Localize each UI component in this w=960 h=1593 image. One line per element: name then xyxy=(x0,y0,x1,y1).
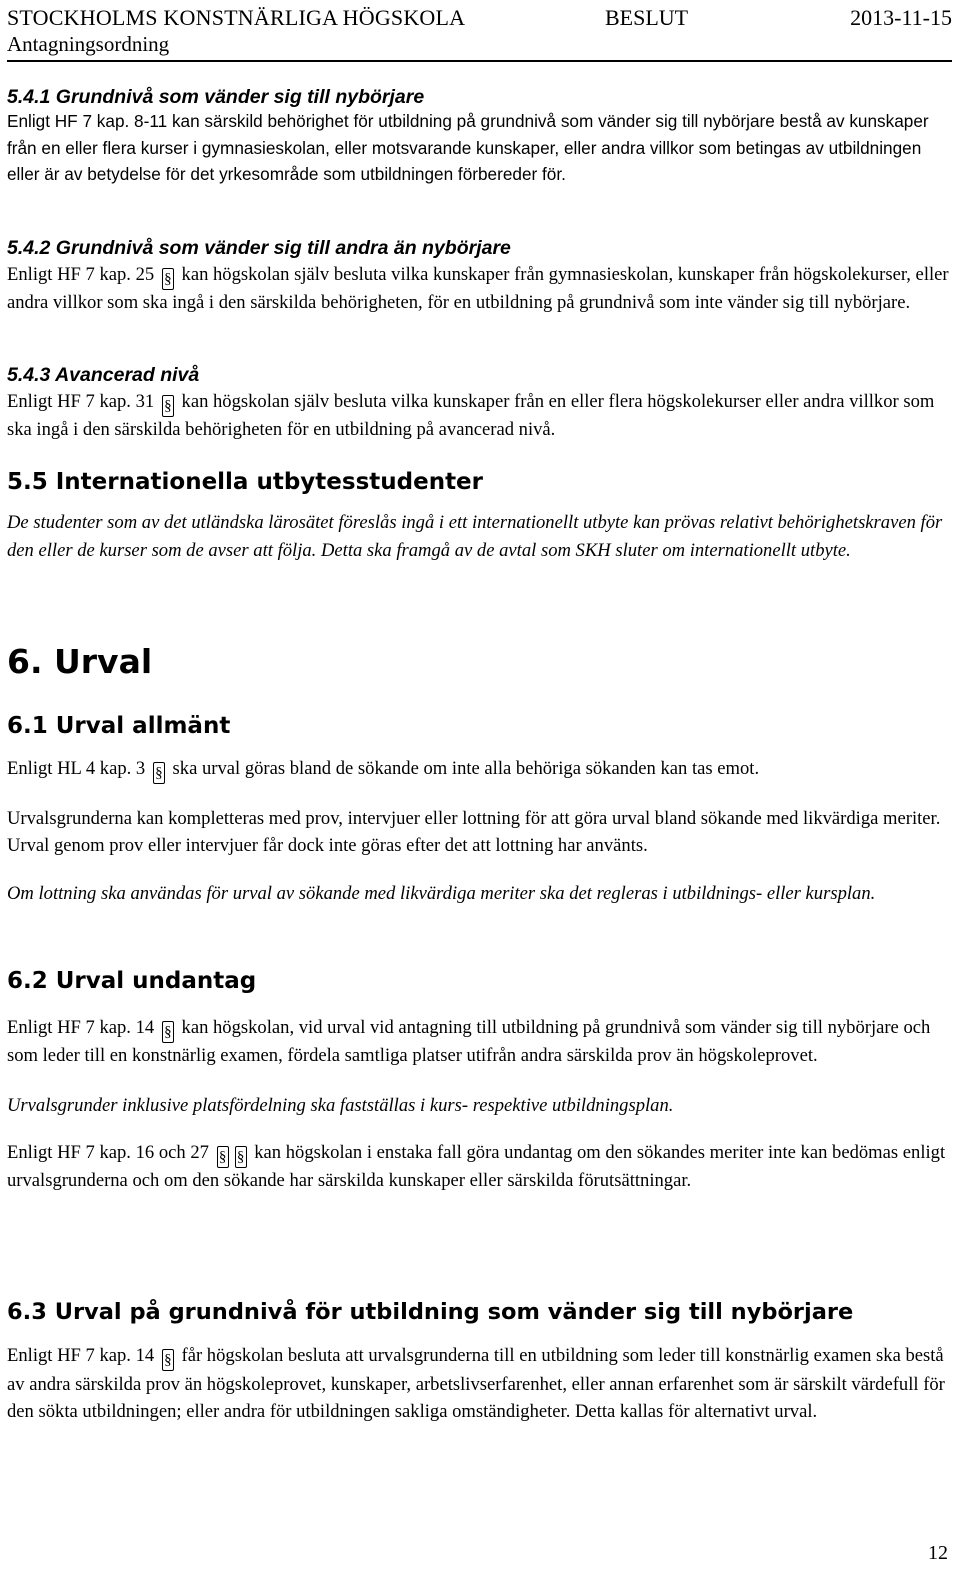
section-sign-icon: § xyxy=(162,1349,174,1371)
paragraph: Om lottning ska användas för urval av sökande med likvärdiga meriter ska det regleras i utbildnings- eller kursplan. xyxy=(7,883,876,904)
institution-name: STOCKHOLMS KONSTNÄRLIGA HÖGSKOLA xyxy=(7,5,466,30)
chapter-heading: 6. Urval xyxy=(7,642,153,681)
section-heading: 6.3 Urval på grundnivå för utbildning som vänder sig till nybörjare xyxy=(7,1299,854,1325)
section-sign-icon: § xyxy=(153,762,165,784)
section-6-2 xyxy=(7,964,952,1195)
section-heading: 6.1 Urval allmänt xyxy=(7,713,231,739)
section-sign-icon: § xyxy=(162,1021,174,1043)
section-6-1 xyxy=(7,709,952,907)
section-6 xyxy=(7,640,952,684)
section-sign-icon: § xyxy=(217,1146,229,1168)
section-sign-icon: § xyxy=(235,1146,247,1168)
section-heading: 5.4.3 Avancerad nivå xyxy=(7,364,200,386)
page-number: 12 xyxy=(928,1542,948,1564)
section-5-4-2 xyxy=(7,235,952,317)
paragraph: Urvalsgrunder inklusive platsfördelning ska fastställas i kurs- respektive utbildningsplan. xyxy=(7,1094,674,1116)
section-sign-icon: § xyxy=(162,268,174,290)
section-body: De studenter som av det utländska lärosätet föreslås ingå i ett internationellt utbyte kan prövas relativt behörighetskraven för den eller de kurser som de avser att följa. Detta ska framgå av de avtal som SKH sluter om internationellt utbyte. xyxy=(7,512,943,561)
section-body: Enligt HF 7 kap. 8-11 kan särskild behörighet för utbildning på grundnivå som vänder sig till nybörjare bestå av kunskaper från en eller flera kurser i gymnasieskolan, eller motsvarande kunskaper, eller andra villkor som betingas av utbildningen eller är av betydelse för det yrkesområde som utbildningen förbereder för. xyxy=(7,111,929,184)
paragraph: Enligt HF 7 kap. 14 § får högskolan besluta att urvalsgrunderna till en utbildning som leder till konstnärlig examen ska bestå av andra särskilda prov än högskoleprovet, kunskaper, arbetslivserfarenhet, eller annan erfarenhet som är särskilt värdefull för den sökta utbildningen; eller andra för utbildningen sakliga omständigheter. Detta kallas för alternativt urval. xyxy=(7,1345,945,1422)
document-title: Antagningsordning xyxy=(7,32,170,56)
section-6-3 xyxy=(7,1295,952,1425)
section-heading: 5.4.1 Grundnivå som vänder sig till nybörjare xyxy=(7,86,425,108)
document-date: 2013-11-15 xyxy=(850,5,952,30)
section-5-5 xyxy=(7,465,952,565)
section-heading: 6.2 Urval undantag xyxy=(7,968,257,994)
section-heading: 5.5 Internationella utbytesstudenter xyxy=(7,469,484,495)
document-type: BESLUT xyxy=(605,5,689,30)
header-left xyxy=(7,4,465,56)
paragraph: Enligt HF 7 kap. 14 § kan högskolan, vid urval vid antagning till utbildning på grundnivå som vänder sig till nybörjare och som leder till en konstnärlig examen, fördela samtliga platser utifrån andra särskilda prov än högskoleprovet. xyxy=(7,1017,931,1066)
section-5-4-1 xyxy=(7,84,952,188)
section-body: Enligt HF 7 kap. 31 § kan högskolan själv besluta vilka kunskaper från en eller flera högskolekurser eller andra villkor som ska ingå i den särskilda behörigheten för en utbildning på avancerad nivå. xyxy=(7,391,935,440)
section-5-4-3 xyxy=(7,362,952,444)
section-sign-icon: § xyxy=(162,395,174,417)
paragraph: Enligt HF 7 kap. 16 och 27 § § kan högskolan i enstaka fall göra undantag om den sökandes meriter inte kan bedömas enligt urvalsgrunderna och om den sökande har särskilda kunskaper eller särskilda förutsättningar. xyxy=(7,1142,946,1191)
paragraph: Enligt HL 4 kap. 3 § ska urval göras bland de sökande om inte alla behöriga sökanden kan tas emot. xyxy=(7,756,952,784)
section-heading: 5.4.2 Grundnivå som vänder sig till andra än nybörjare xyxy=(7,237,511,259)
header-divider xyxy=(7,60,952,62)
paragraph: Urvalsgrunderna kan kompletteras med prov, intervjuer eller lottning för att göra urval bland sökande med likvärdiga meriter. Urval genom prov eller intervjuer får dock inte göras efter det att lottning har använts. xyxy=(7,808,941,856)
section-body: Enligt HF 7 kap. 25 § kan högskolan själv besluta vilka kunskaper från gymnasieskolan, kunskaper från högskolekurser, eller andra villkor som ska ingå i den särskilda behörigheten, för en utbildning på grundnivå som inte vänder sig till nybörjare. xyxy=(7,264,949,313)
